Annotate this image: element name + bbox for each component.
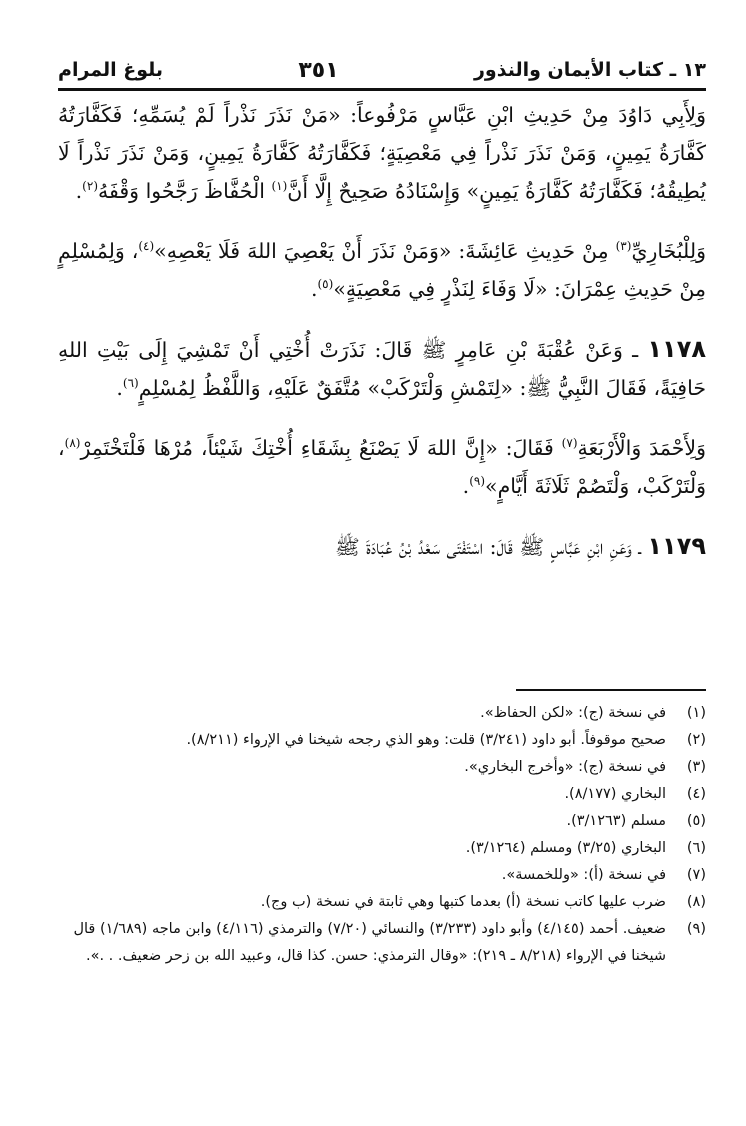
page-number: ٣٥١ [298, 57, 339, 83]
footnote: (٨) ضرب عليها كاتب نسخة (أ) بعدما كتبها وهي ثابتة في نسخة (ب وج). [260, 894, 706, 910]
footnote: (٩) ضعيف. أحمد (٤/١٤٥) وأبو داود (٣/٢٣٣) والنسائي (٧/٢٠) والترمذي (٤/١١٦) وابن ماجه (١/٦٨٩) قال شيخنا في الإرواء (٨/٢١٨ ـ ٢١٩): «وقال الترمذي: حسن. كذا قال، وعبيد الله بن زحر ضعيف. . .». [73, 921, 706, 964]
book-title: بلوغ المرام [58, 59, 164, 81]
footnote-ref: (٢) [82, 179, 98, 194]
footnote: (٥) مسلم (٣/١٢٦٣). [566, 813, 706, 829]
footnote-ref: (٤) [138, 239, 155, 254]
hadith-number: ١١٧٨ [647, 335, 706, 363]
chapter-title: ١٣ ـ كتاب الأيمان والنذور [473, 59, 706, 81]
footnote-ref: (٦) [122, 376, 139, 391]
footnote: (٦) البخاري (٣/٢٥) ومسلم (٣/١٢٦٤). [465, 840, 706, 856]
footnote-ref: (٩) [469, 474, 486, 489]
footnote: (٤) البخاري (٨/١٧٧). [564, 786, 706, 802]
hadith-1178: ١١٧٨ ـ وَعَنْ عُقْبَةَ بْنِ عَامِرٍ ﷺ قَالَ: نَذَرَتْ أُخْتِي أَنْ تَمْشِيَ إِلَى بَيْتِ اللهِ حَافِيَةً، فَقَالَ النَّبِيُّ ﷺ: «لِتَمْشِ وَلْتَرْكَبْ» مُتَّفَقٌ عَلَيْهِ، وَاللَّفْظُ لِمُسْلِمٍ$^{(٦)}$. [58, 335, 706, 400]
main-text [58, 96, 706, 566]
footnote-ref: (٧) [561, 436, 578, 451]
footnote-ref: (٥) [317, 277, 334, 292]
footnote-ref: (٨) [64, 436, 81, 451]
footnote: (٢) صحيح موقوفاً. أبو داود (٣/٢٤١) قلت: وهو الذي رجحه شيخنا في الإرواء (٨/٢١١). [186, 732, 706, 748]
footnote: (١) في نسخة (ج): «لكن الحفاظ». [480, 705, 706, 721]
hadith-number: ١١٧٩ [647, 532, 706, 560]
footnote-ref: (٣) [615, 239, 632, 254]
running-header [58, 52, 706, 91]
footnote: (٧) في نسخة (أ): «وللخمسة». [501, 867, 706, 883]
footnotes [58, 700, 706, 970]
paragraph-bukhari: وَلِلْبُخَارِيِّ$^{(٣)}$ مِنْ حَدِيثِ عَائِشَةَ: «وَمَنْ نَذَرَ أَنْ يَعْصِيَ اللهَ فَلَا يَعْصِهِ»$^{(٤)}$، وَلِمُسْلِمٍ مِنْ حَدِيثِ عِمْرَانَ: «لَا وَفَاءَ لِنَذْرٍ فِي مَعْصِيَةٍ»$^{(٥)}$. [58, 239, 706, 301]
footnote-ref: (١) [271, 179, 288, 194]
footnote-separator [516, 689, 706, 691]
paragraph-abu-dawud: وَلِأَبِي دَاوُدَ مِنْ حَدِيثِ ابْنِ عَبَّاسٍ مَرْفُوعاً: «مَنْ نَذَرَ نَذْراً لَمْ يُسَمِّهِ؛ فَكَفَّارَتُهُ كَفَّارَةُ يَمِينٍ، وَمَنْ نَذَرَ نَذْراً فِي مَعْصِيَةٍ؛ فَكَفَّارَتُهُ كَفَّارَةُ يَمِينٍ، وَمَنْ نَذَرَ نَذْراً لَا يُطِيقُهُ؛ فَكَفَّارَتُهُ كَفَّارَةُ يَمِينٍ» وَإِسْنَادُهُ صَحِيحٌ إِلَّا أَنَّ$^{(١)}$ الْحُفَّاظَ رَجَّحُوا وَقْفَهُ$^{(٢)}$. [58, 103, 706, 203]
paragraph-ahmad: وَلِأَحْمَدَ وَالْأَرْبَعَةِ$^{(٧)}$ فَقَالَ: «إِنَّ اللهَ لَا يَصْنَعُ بِشَقَاءِ أُخْتِكَ شَيْئاً، مُرْهَا فَلْتَخْتَمِرْ$^{(٨)}$، وَلْتَرْكَبْ، وَلْتَصُمْ ثَلَاثَةَ أَيَّامٍ»$^{(٩)}$. [58, 436, 706, 498]
footnote: (٣) في نسخة (ج): «وأخرج البخاري». [464, 759, 706, 775]
hadith-1179: ١١٧٩ ـ وَعَنِ ابْنِ عَبَّاسٍ ﷺ قَالَ: اسْتَفْتَى سَعْدُ بْنُ عُبَادَةَ ﷺ [335, 532, 706, 560]
